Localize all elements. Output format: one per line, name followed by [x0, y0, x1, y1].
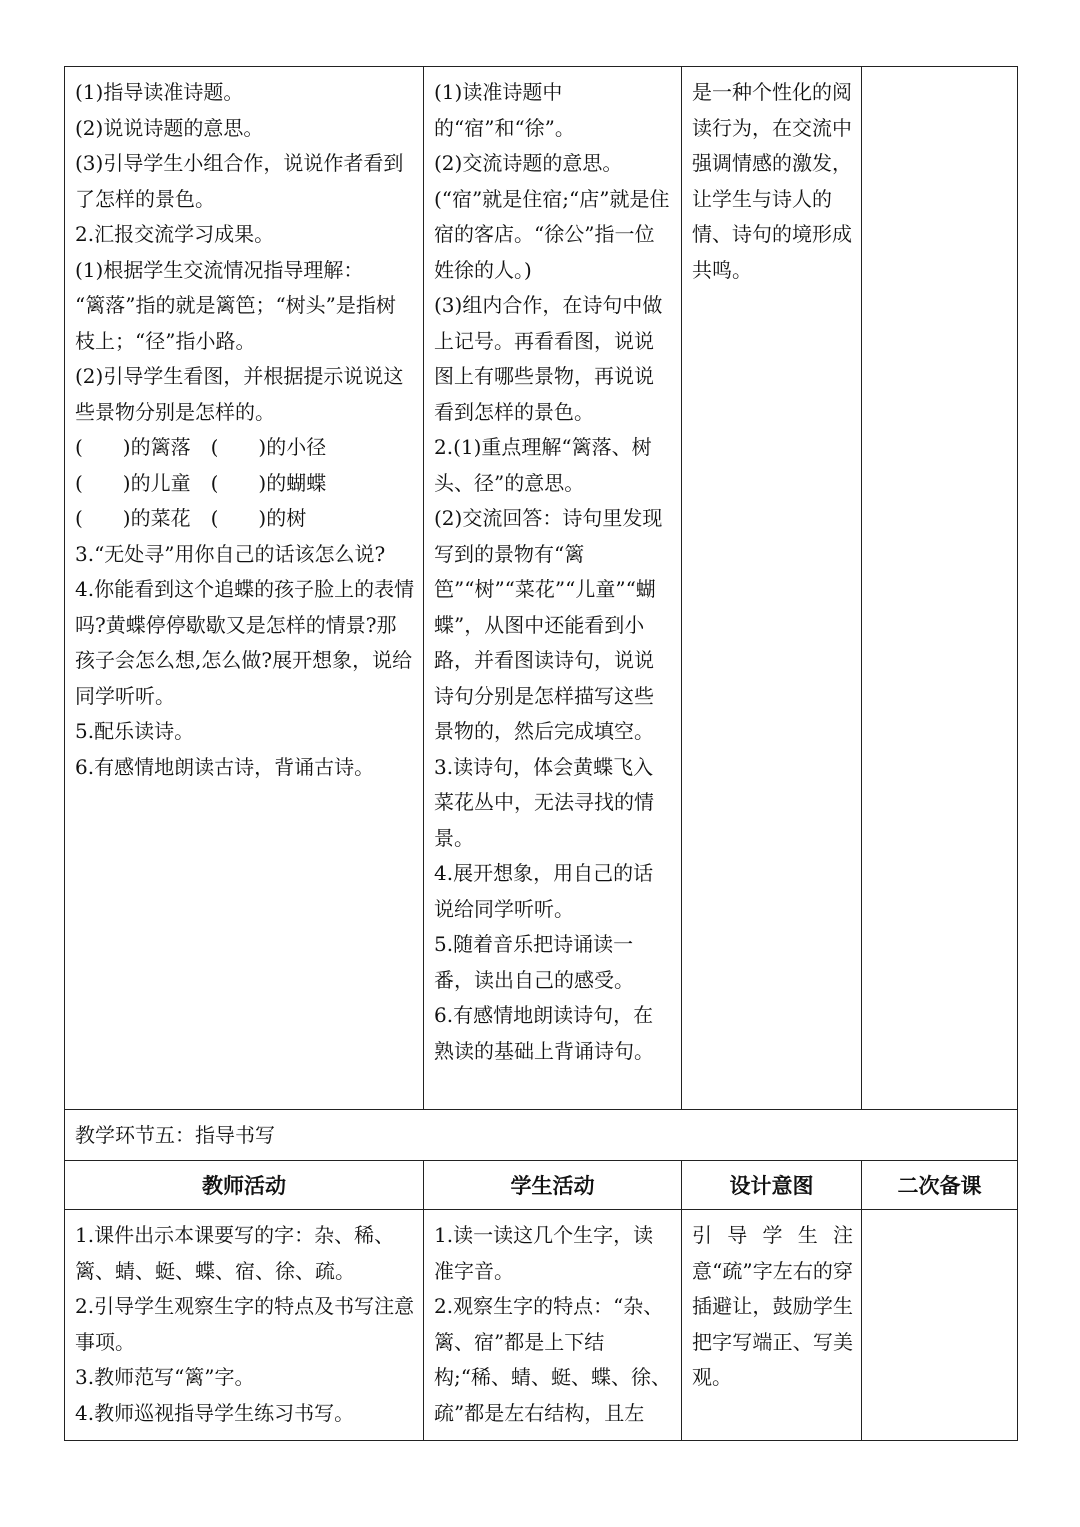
- text-line: (3)引导学生小组合作，说说作者看到了怎样的景色。: [75, 151, 404, 211]
- text-line: (1)读准诗题中的“宿”和“徐”。: [434, 80, 575, 140]
- text-line: (2)说说诗题的意思。: [75, 115, 264, 140]
- text-line: 2.引导学生观察生字的特点及书写注意事项。: [75, 1294, 415, 1354]
- second-prep-cell: [862, 67, 1017, 75]
- section-row: [65, 1110, 1018, 1161]
- text-line: 4.你能看到这个追蝶的孩子脸上的表情吗?黄蝶停停歇歇又是怎样的情景?那孩子会怎么想,怎么做?展开想象，说给同学听听。: [75, 577, 415, 708]
- text-line: “篱落”指的就是篱笆；“树头”是指树枝上；“径”指小路。: [75, 293, 396, 353]
- text-line: 3.教师范写“篱”字。: [75, 1365, 255, 1389]
- text-line: 5.配乐读诗。: [75, 719, 195, 743]
- design-writing-cell: [682, 1210, 861, 1396]
- header-second: 二次备课: [862, 1161, 1018, 1210]
- writing-row: [65, 1210, 1018, 1441]
- student-writing-cell: [424, 1210, 681, 1431]
- text-line: 2.(1)重点理解“篱落、树头、径”的意思。: [434, 435, 652, 495]
- text-line: (1)根据学生交流情况指导理解：: [75, 257, 364, 282]
- text-line: (3)组内合作，在诗句中做上记号。再看看图，说说图上有哪些景物，再说说看到怎样的景色。: [434, 293, 663, 424]
- header-design: 设计意图: [682, 1161, 862, 1210]
- text-line: 6.有感情地朗读古诗，背诵古诗。: [75, 754, 375, 779]
- section-title: 教学环节五：指导书写: [75, 1123, 275, 1147]
- activity-row: [65, 67, 1018, 1110]
- text-line: 2.汇报交流学习成果。: [75, 222, 275, 246]
- student-activity-cell: [424, 67, 681, 1069]
- text-line: (2)交流诗题的意思。(“宿”就是住宿;“店”就是住宿的客店。“徐公”指一位姓徐的人。): [434, 151, 670, 282]
- design-intent-cell: [682, 67, 861, 288]
- text-line: ( )的儿童 ( )的蝴蝶: [75, 470, 327, 495]
- text-line: 是一种个性化的阅读行为，在交流中强调情感的激发，让学生与诗人的情、诗句的境形成共鸣。: [692, 80, 852, 282]
- text-line: 6.有感情地朗读诗句，在熟读的基础上背诵诗句。: [434, 1003, 654, 1063]
- header-teacher: 教师活动: [65, 1161, 424, 1210]
- lesson-plan-page: [64, 66, 1017, 1441]
- text-line: ( )的菜花 ( )的树: [75, 506, 307, 530]
- teacher-activity-cell: [65, 67, 423, 785]
- second-writing-cell: [862, 1210, 1017, 1218]
- teacher-writing-cell: [65, 1210, 423, 1431]
- text-line: ( )的篱落 ( )的小径: [75, 435, 327, 459]
- text-line: 5.随着音乐把诗诵读一番，读出自己的感受。: [434, 932, 634, 992]
- text-line: 4.展开想象，用自己的话说给同学听听。: [434, 861, 654, 921]
- lesson-plan-table: [64, 66, 1018, 1441]
- text-line: (2)引导学生看图，并根据提示说说这些景物分别是怎样的。: [75, 364, 404, 424]
- text-line: (1)指导读准诗题。: [75, 80, 244, 104]
- text-line: 3.读诗句，体会黄蝶飞入菜花丛中，无法寻找的情景。: [434, 754, 654, 850]
- text-line: 3.“无处寻”用你自己的话该怎么说?: [75, 541, 386, 566]
- header-student: 学生活动: [424, 1161, 682, 1210]
- text-line: (2)交流回答：诗句里发现写到的景物有“篱笆”“树”“菜花”“儿童”“蝴蝶”，从图中还能看到小路，并看图读诗句，说说诗句分别是怎样描写这些景物的，然后完成填空。: [434, 506, 663, 743]
- text-line: 2.观察生字的特点：“杂、篱、宿”都是上下结构;“稀、蜻、蜓、蝶、徐、疏”都是左右结构，且左: [434, 1294, 671, 1425]
- text-line: 1.读一读这几个生字，读准字音。: [434, 1223, 654, 1283]
- header-row: [65, 1161, 1018, 1210]
- text-line: 4.教师巡视指导学生练习书写。: [75, 1400, 355, 1425]
- text-line: 引导学生注意“疏”字左右的穿插避让，鼓励学生把字写端正、写美观。: [692, 1223, 853, 1389]
- text-line: 1.课件出示本课要写的字：杂、稀、篱、蜻、蜓、蝶、宿、徐、疏。: [75, 1223, 395, 1283]
